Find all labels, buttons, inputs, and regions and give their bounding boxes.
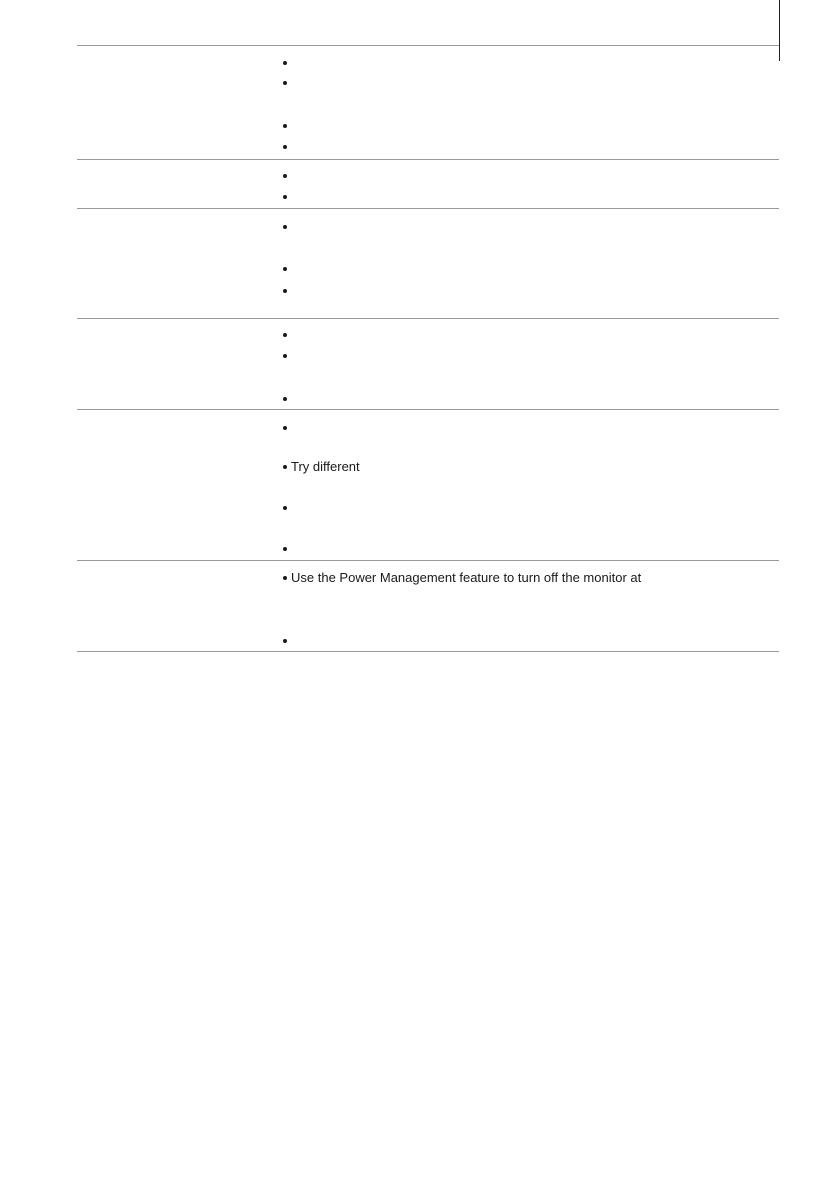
bullet-item	[283, 327, 291, 343]
bullet-dot-icon	[283, 267, 287, 271]
bullet-dot-icon	[283, 506, 287, 510]
bullet-dot-icon	[283, 195, 287, 199]
bullet-dot-icon	[283, 576, 287, 580]
troubleshooting-table	[77, 45, 779, 652]
table-row	[77, 208, 779, 318]
bullet-item	[283, 459, 360, 475]
bullet-item	[283, 500, 291, 516]
bullet-dot-icon	[283, 333, 287, 337]
bullet-dot-icon	[283, 124, 287, 128]
bullet-item	[283, 570, 641, 586]
page-corner-mark	[779, 0, 780, 61]
bullet-item	[283, 541, 291, 557]
bullet-dot-icon	[283, 174, 287, 178]
table-row	[77, 318, 779, 409]
bullet-dot-icon	[283, 145, 287, 149]
bullet-dot-icon	[283, 81, 287, 85]
bullet-text: Try different	[291, 459, 360, 474]
bullet-item	[283, 261, 291, 277]
bullet-text: Use the Power Management feature to turn off the monitor at	[291, 570, 642, 585]
bullet-item	[283, 420, 291, 436]
bullet-item	[283, 55, 291, 71]
bullet-dot-icon	[283, 354, 287, 358]
table-row	[77, 45, 779, 159]
table-row	[77, 159, 779, 208]
bullet-item	[283, 391, 291, 407]
bullet-dot-icon	[283, 639, 287, 643]
bullet-item	[283, 283, 291, 299]
bullet-item	[283, 139, 291, 155]
bullet-dot-icon	[283, 547, 287, 551]
bullet-dot-icon	[283, 61, 287, 65]
bullet-item	[283, 168, 291, 184]
table-row	[77, 409, 779, 560]
bullet-dot-icon	[283, 465, 287, 469]
bullet-item	[283, 348, 291, 364]
table-row	[77, 560, 779, 652]
bullet-item	[283, 75, 291, 91]
bullet-dot-icon	[283, 289, 287, 293]
bullet-item	[283, 219, 291, 235]
bullet-dot-icon	[283, 426, 287, 430]
bullet-item	[283, 189, 291, 205]
bullet-dot-icon	[283, 397, 287, 401]
bullet-item	[283, 633, 291, 649]
bullet-item	[283, 118, 291, 134]
bullet-dot-icon	[283, 225, 287, 229]
